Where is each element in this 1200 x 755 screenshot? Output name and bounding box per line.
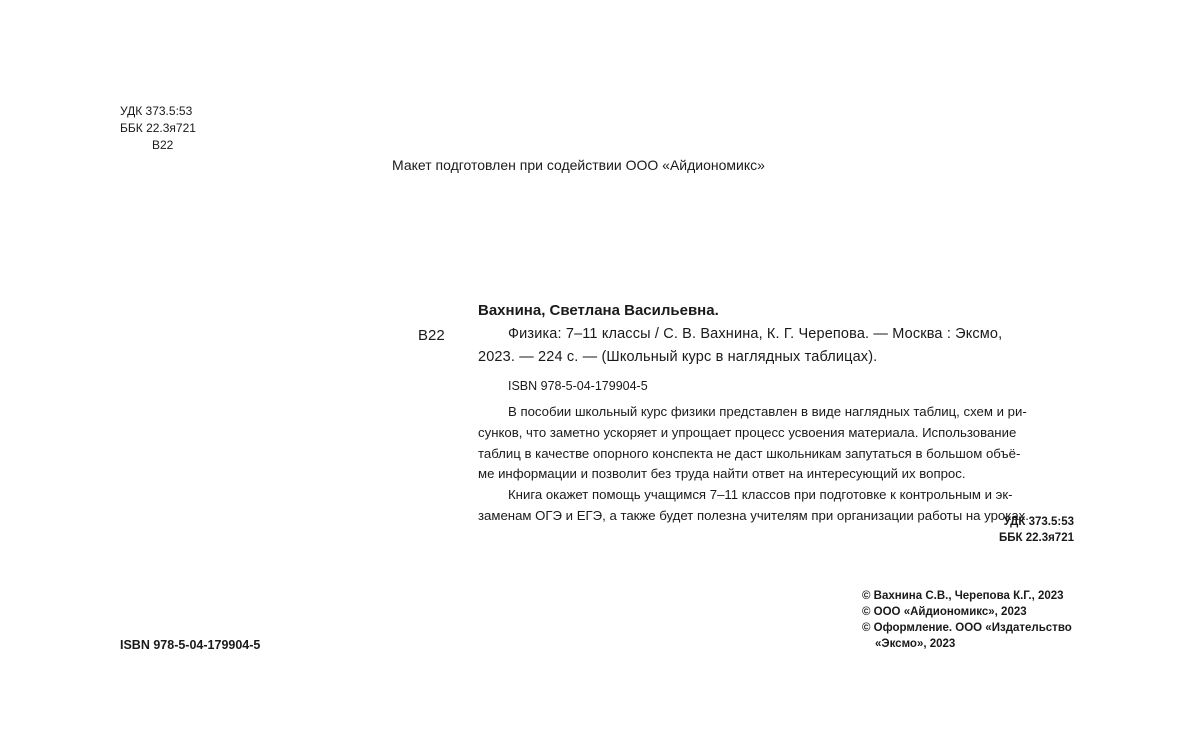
copyright-line: © ООО «Айдиономикс», 2023 [862,606,1027,618]
isbn-main: ISBN 978-5-04-179904-5 [120,638,261,652]
copyright-block [862,588,1072,652]
bbk-code: ББК 22.3я721 [998,532,1074,544]
annotation [478,402,1086,527]
top-classification-codes [120,103,196,154]
annotation-line: ме информации и позволит без труда найти ответ на интересующий их вопрос. [478,466,966,482]
copyright-line: © Оформление. ООО «Издательство [862,622,1072,634]
annotation-paragraph [478,485,1086,527]
entry-description [478,323,1086,369]
entry-isbn: ISBN 978-5-04-179904-5 [508,379,648,393]
annotation-line: заменам ОГЭ и ЕГЭ, а также будет полезна учителям при организации работы на уроках. [478,507,1029,523]
catalog-entry [478,299,1086,396]
udk-code: УДК 373.5:53 [120,104,193,118]
catalog-entry-sign: В22 [418,327,445,344]
entry-description-line: 2023. — 224 с. — (Школьный курс в наглядных таблицах). [478,349,878,365]
bbk-code: ББК 22.3я721 [120,121,196,135]
annotation-paragraph [478,402,1086,485]
annotation-line: таблиц в качестве опорного конспекта не даст школьникам запутаться в большом объё- [478,445,1021,461]
annotation-line: В пособии школьный курс физики представлен в виде наглядных таблиц, схем и ри- [508,404,1027,419]
entry-author: Вахнина, Светлана Васильевна. [478,302,719,319]
layout-preparation-note: Макет подготовлен при содействии ООО «Айдиономикс» [392,157,765,173]
udk-code: УДК 373.5:53 [1003,516,1074,528]
copyright-line: «Эксмо», 2023 [875,638,956,650]
annotation-line: сунков, что заметно ускоряет и упрощает процесс усвоения материала. Использование [478,424,1017,440]
entry-description-line: Физика: 7–11 классы / С. В. Вахнина, К. Г. Черепова. — Москва : Эксмо, [508,326,1003,342]
author-sign: В22 [152,138,174,152]
bottom-classification-codes [999,514,1074,546]
annotation-line: Книга окажет помощь учащимся 7–11 классов при подготовке к контрольным и эк- [508,487,1013,503]
copyright-line: © Вахнина С.В., Черепова К.Г., 2023 [862,590,1064,602]
